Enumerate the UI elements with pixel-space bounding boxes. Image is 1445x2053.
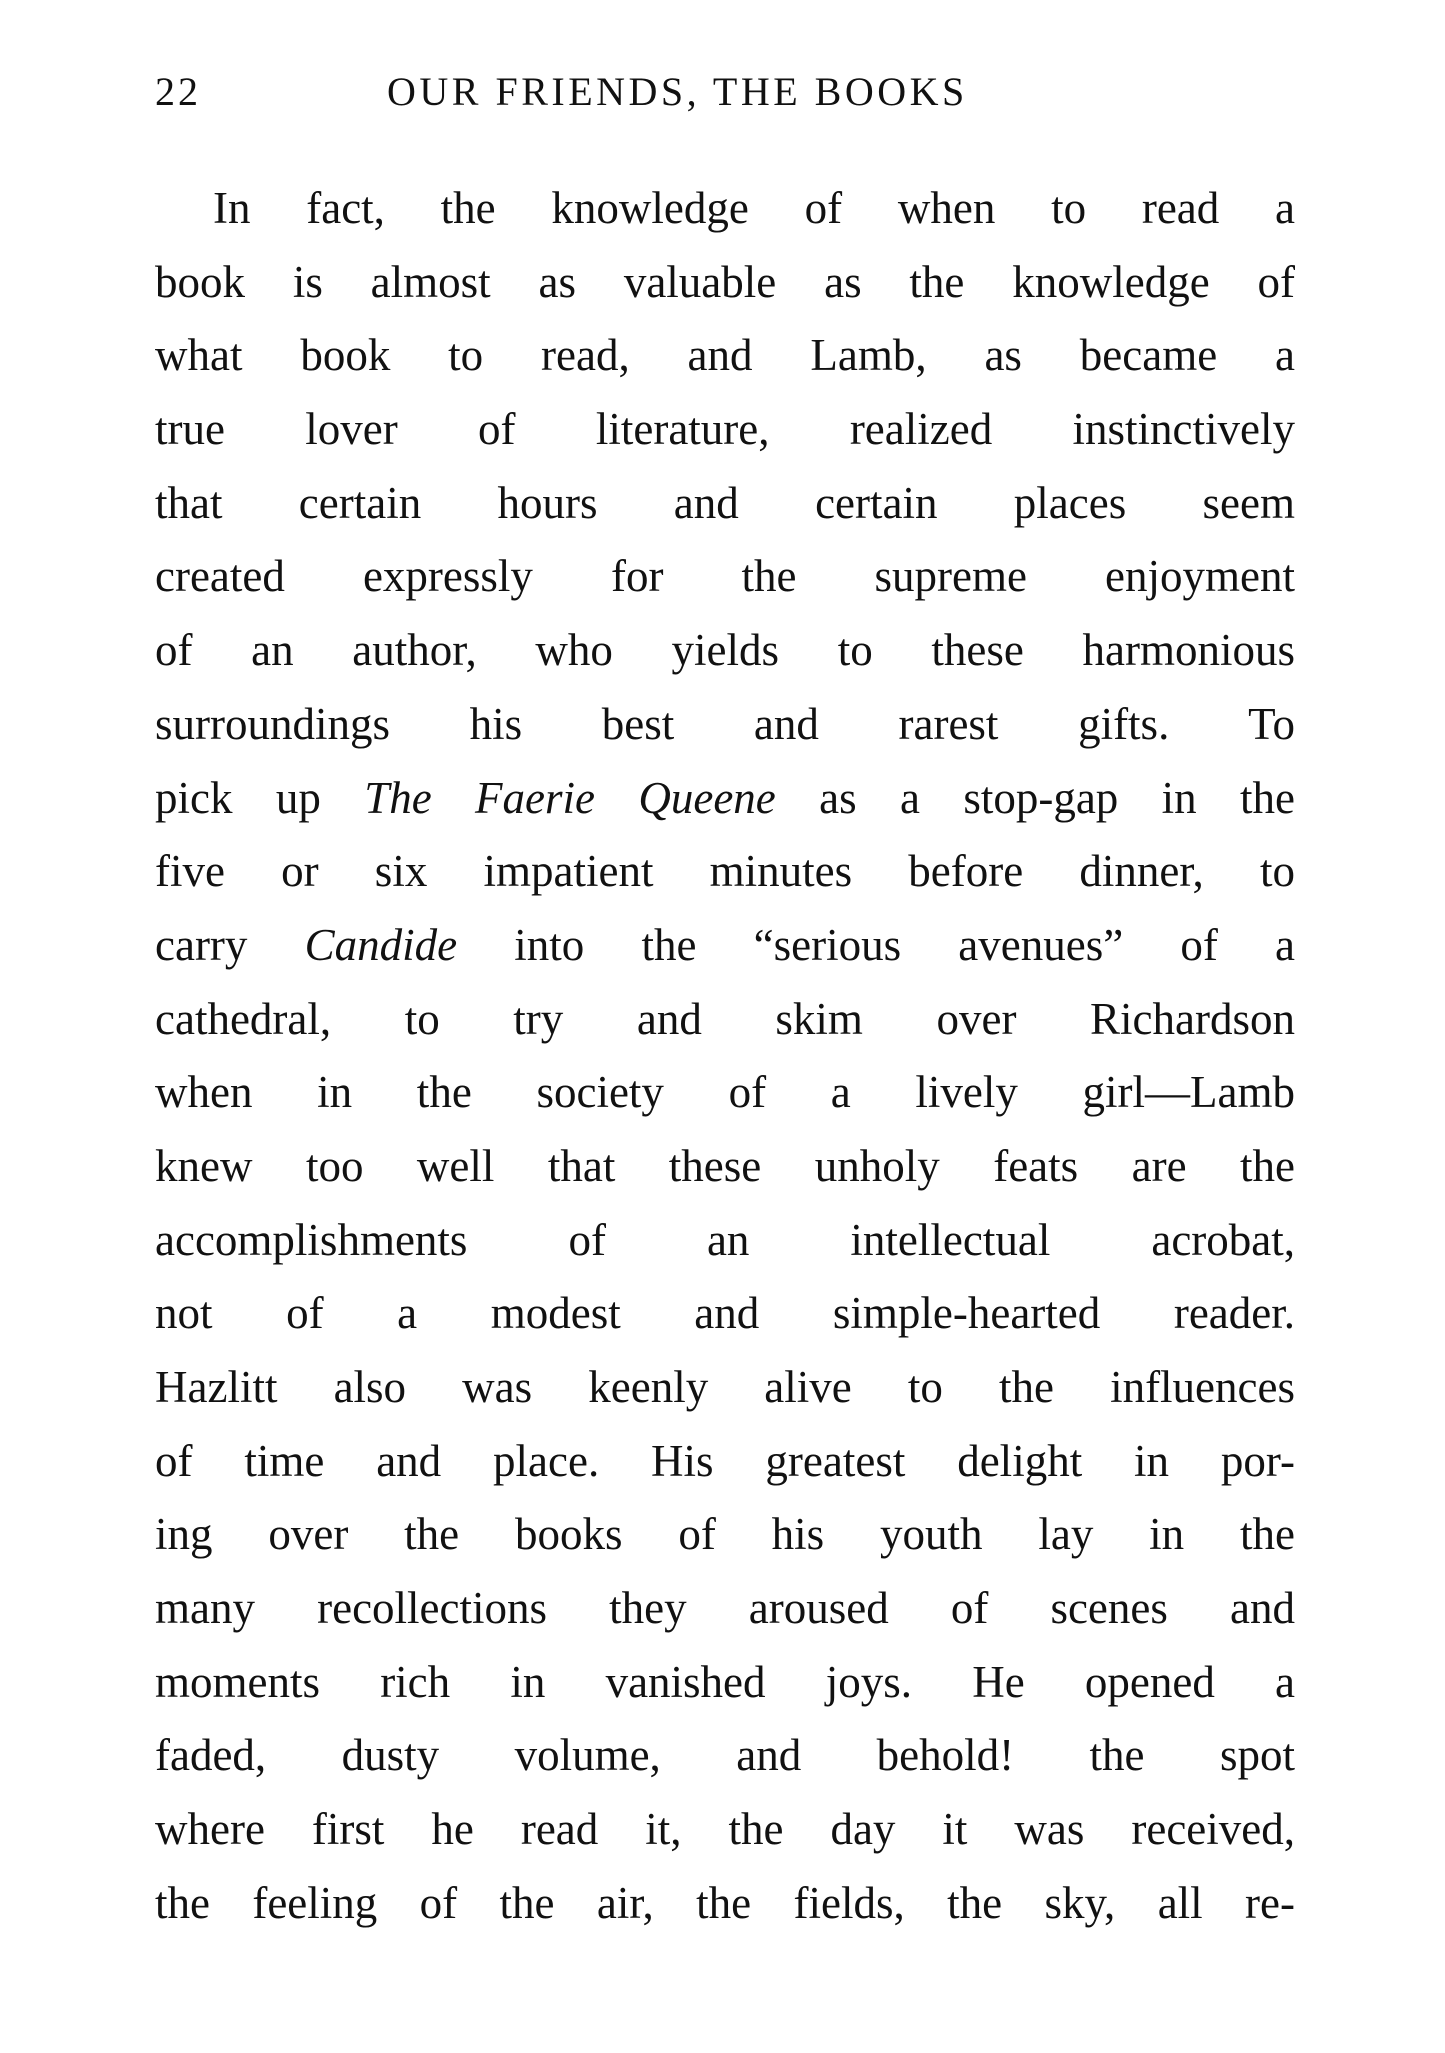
text-line: book is almost as valuable as the knowledge of bbox=[155, 256, 1295, 307]
text-line: when in the society of a lively girl—Lamb bbox=[155, 1067, 1295, 1118]
text-line: true lover of literature, realized instinctively bbox=[155, 404, 1295, 455]
text-line: what book to read, and Lamb, as became a bbox=[155, 330, 1295, 381]
body-text bbox=[155, 172, 1295, 1941]
text-line: accomplishments of an intellectual acrobat, bbox=[155, 1214, 1295, 1265]
italic-title: The Faerie Queene bbox=[364, 772, 776, 823]
italic-title: Candide bbox=[304, 919, 458, 970]
running-title: OUR FRIENDS, THE BOOKS bbox=[387, 69, 968, 114]
text-line: five or six impatient minutes before dinner, to bbox=[155, 846, 1295, 897]
text-line: carry Candide into the “serious avenues” of a bbox=[155, 919, 1295, 970]
text-line: created expressly for the supreme enjoyment bbox=[155, 551, 1295, 602]
text-line: pick up The Faerie Queene as a stop-gap in the bbox=[155, 772, 1295, 823]
text-line: of an author, who yields to these harmonious bbox=[155, 625, 1295, 676]
text-line: Hazlitt also was keenly alive to the influences bbox=[155, 1362, 1295, 1412]
text-line: knew too well that these unholy feats are the bbox=[155, 1140, 1295, 1191]
running-head bbox=[155, 64, 1295, 120]
text-line: faded, dusty volume, and behold! the spot bbox=[155, 1730, 1295, 1781]
text-line: where first he read it, the day it was received, bbox=[155, 1804, 1295, 1855]
text-line: of time and place. His greatest delight in por- bbox=[155, 1435, 1295, 1486]
text-line: ing over the books of his youth lay in the bbox=[155, 1509, 1295, 1560]
text-line: cathedral, to try and skim over Richardson bbox=[155, 993, 1295, 1044]
text-line: not of a modest and simple-hearted reader. bbox=[155, 1288, 1295, 1339]
page-number: 22 bbox=[155, 69, 201, 114]
text-line: the feeling of the air, the fields, the sky, all re- bbox=[155, 1877, 1295, 1928]
text-line: In fact, the knowledge of when to read a bbox=[213, 183, 1295, 233]
text-line: moments rich in vanished joys. He opened a bbox=[155, 1656, 1295, 1707]
text-line: that certain hours and certain places seem bbox=[155, 477, 1295, 528]
text-line: surroundings his best and rarest gifts. To bbox=[155, 698, 1295, 749]
text-line: many recollections they aroused of scenes and bbox=[155, 1583, 1295, 1634]
